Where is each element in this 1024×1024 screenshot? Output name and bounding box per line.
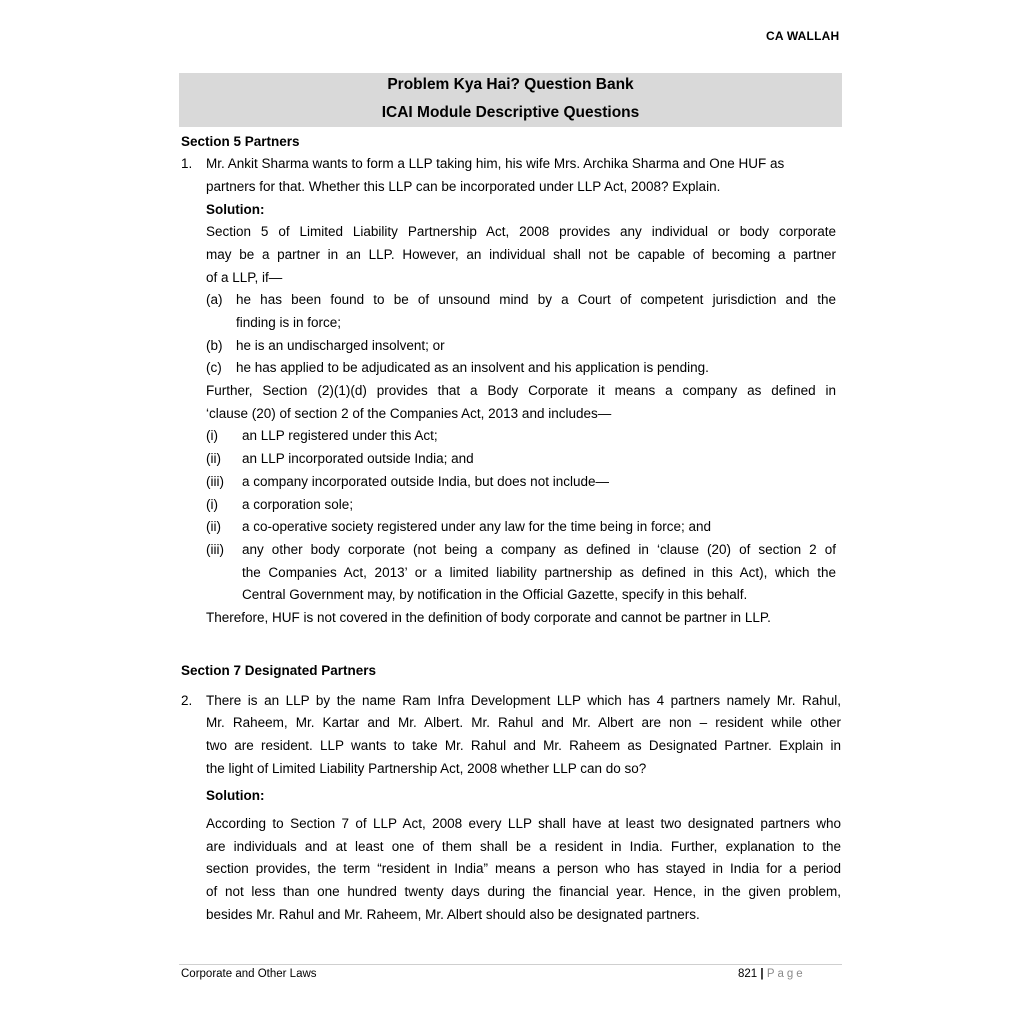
list-item-text: the Companies Act, 2013’ or a limited liability partnership as defined in this Act), which the: [242, 565, 836, 580]
solution-text: of a LLP, if—: [206, 270, 283, 285]
solution-text: section provides, the term “resident in India” means a person who has stayed in India for a period: [206, 861, 841, 876]
list-item-text: Central Government may, by notification in the Official Gazette, specify in this behalf.: [242, 587, 748, 602]
question-text: Mr. Raheem, Mr. Kartar and Mr. Albert. Mr. Rahul and Mr. Albert are non – resident while other: [206, 715, 841, 730]
conclusion-text: Therefore, HUF is not covered in the definition of body corporate and cannot be partner in LLP.: [206, 610, 771, 625]
solution-text: of not less than one hundred twenty days during the financial year. Hence, in the given problem,: [206, 884, 841, 899]
question-text: There is an LLP by the name Ram Infra Development LLP which has 4 partners namely Mr. Rahul,: [206, 693, 841, 708]
solution-text: are individuals and at least one of them shall be a resident in India. Further, explanation to the: [206, 839, 841, 854]
page-title: Problem Kya Hai? Question Bank: [387, 76, 634, 93]
header-brand: CA WALLAH: [766, 29, 840, 43]
question-text: two are resident. LLP wants to take Mr. Rahul and Mr. Raheem as Designated Partner. Explain in: [206, 738, 841, 753]
solution-text: may be a partner in an LLP. However, an individual shall not be capable of becoming a partner: [206, 247, 836, 262]
list-item-text: any other body corporate (not being a company as defined in ‘clause (20) of section 2 of: [242, 542, 836, 557]
footer-subject: Corporate and Other Laws: [181, 968, 317, 980]
list-item-text: he has applied to be adjudicated as an insolvent and his application is pending.: [236, 360, 709, 375]
solution-text: Further, Section (2)(1)(d) provides that a Body Corporate it means a company as defined in: [206, 383, 836, 398]
section-heading: Section 5 Partners: [181, 134, 300, 149]
footer-divider: [179, 964, 842, 965]
question-text: Mr. Ankit Sharma wants to form a LLP taking him, his wife Mrs. Archika Sharma and One HUF as: [206, 156, 785, 171]
list-item-text: finding is in force;: [236, 315, 342, 330]
page-subtitle: ICAI Module Descriptive Questions: [381, 104, 640, 121]
list-item-label: (i): [206, 497, 218, 512]
solution-text: Section 5 of Limited Liability Partnership Act, 2008 provides any individual or body corporate: [206, 224, 836, 239]
footer-page: [738, 968, 806, 980]
list-item-text: a company incorporated outside India, but does not include—: [242, 474, 609, 489]
list-item-text: he has been found to be of unsound mind by a Court of competent jurisdiction and the: [236, 292, 836, 307]
section-heading: Section 7 Designated Partners: [181, 663, 377, 678]
list-item-text: an LLP registered under this Act;: [242, 428, 438, 443]
question-number: 2.: [181, 693, 193, 708]
solution-label: Solution:: [206, 788, 265, 803]
title-banner: [179, 73, 842, 127]
list-item-label: (i): [206, 428, 218, 443]
solution-text: besides Mr. Rahul and Mr. Raheem, Mr. Albert should also be designated partners.: [206, 907, 700, 922]
list-item-text: a co-operative society registered under any law for the time being in force; and: [242, 519, 712, 534]
question-number: 1.: [181, 156, 193, 171]
list-item-label: (a): [206, 292, 223, 307]
solution-text: ‘clause (20) of section 2 of the Companies Act, 2013 and includes—: [206, 406, 612, 421]
list-item-label: (b): [206, 338, 223, 353]
solution-text: According to Section 7 of LLP Act, 2008 every LLP shall have at least two designated partners who: [206, 816, 841, 831]
list-item-text: a corporation sole;: [242, 497, 354, 512]
list-item-label: (c): [206, 360, 222, 375]
solution-label: Solution:: [206, 202, 265, 217]
list-item-label: (iii): [206, 542, 224, 557]
page-number: 821: [738, 968, 758, 980]
question-text: the light of Limited Liability Partnership Act, 2008 whether LLP can do so?: [206, 761, 647, 776]
list-item-label: (ii): [206, 519, 221, 534]
list-item-text: he is an undischarged insolvent; or: [236, 338, 445, 353]
list-item-text: an LLP incorporated outside India; and: [242, 451, 474, 466]
list-item-label: (ii): [206, 451, 221, 466]
list-item-label: (iii): [206, 474, 224, 489]
page-word: Page: [766, 968, 806, 980]
question-text: partners for that. Whether this LLP can be incorporated under LLP Act, 2008? Explain.: [206, 179, 721, 194]
page-separator: |: [760, 968, 764, 980]
